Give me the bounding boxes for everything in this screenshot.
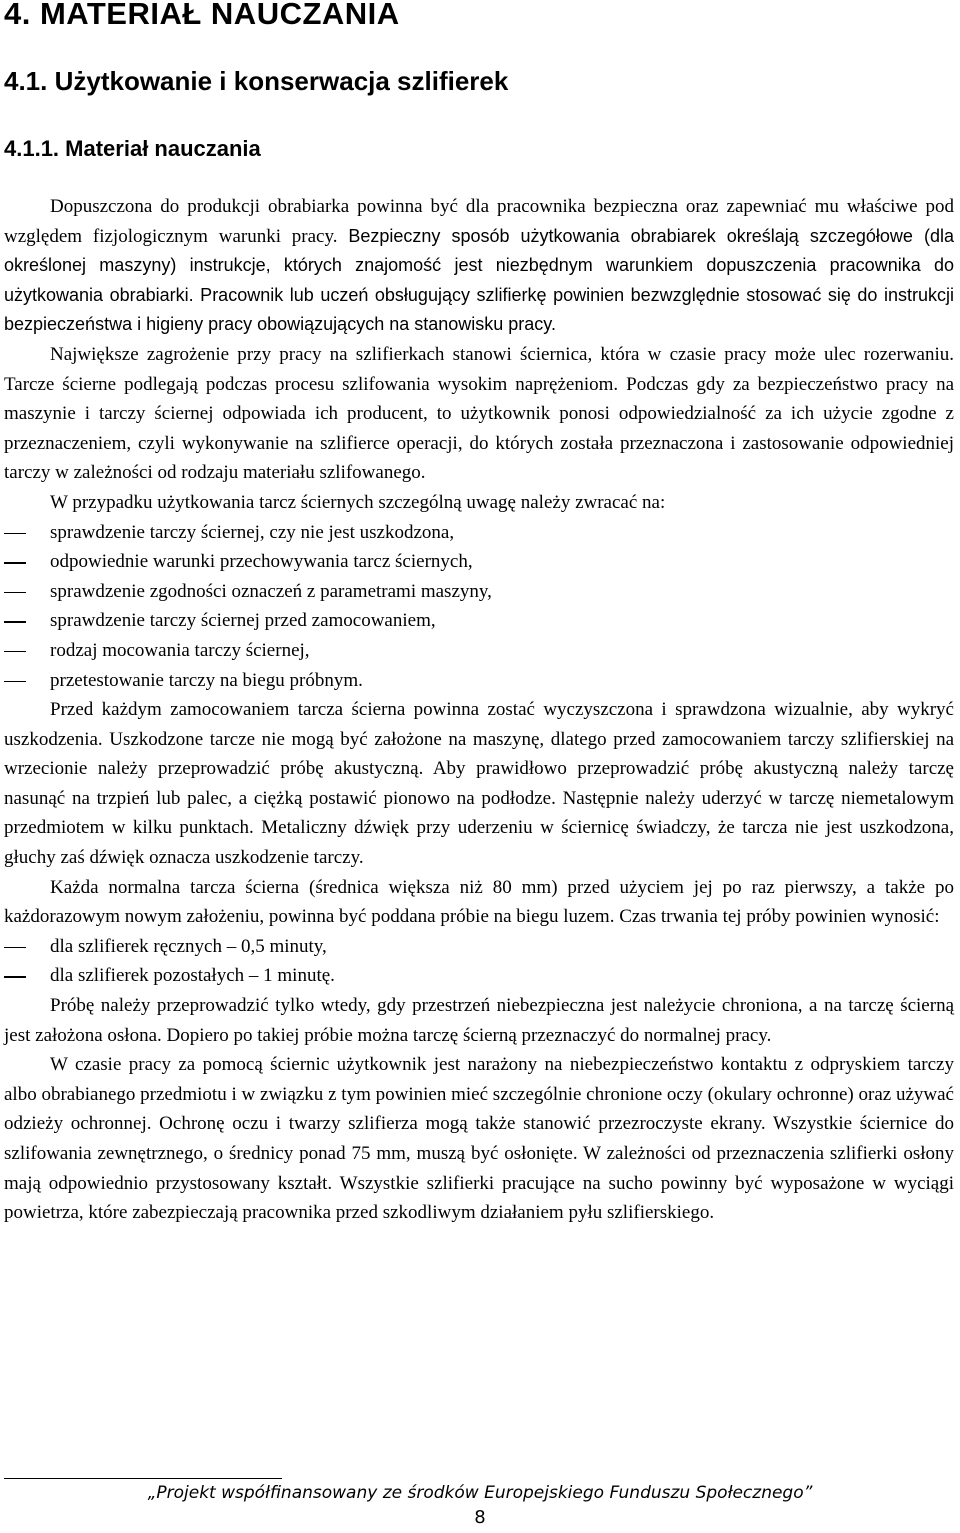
paragraph-protection: W czasie pracy za pomocą ściernic użytkownik jest narażony na niebezpieczeństwo kontaktu z odpryskiem tarczy albo obrabianego przedmiotu i w związku z tym powinien mieć szczególnie chronione oczy (okulary ochronne) oraz używać odzieży ochronnej. Ochronę oczu i twarzy szlifierza mogą także stanowić przezroczyste ekrany. Wszystkie ściernice do szlifowania zewnętrznego, o średnicy ponad 75 mm, muszą być osłonięte. W zależności od przeznaczenia szlifierki osłony mają odpowiednio przystosowany kształt. Wszystkie szlifierki pracujące na sucho powinny być wyposażone w wyciągi powietrza, które zabezpieczają pracownika przed szkodliwym działaniem pyłu szlifierskiego.	[4, 1054, 954, 1224]
list-item	[4, 961, 954, 991]
footer-funding-note: „Projekt współfinansowany ze środków Europejskiego Funduszu Społecznego”	[147, 1483, 813, 1503]
dash-bullet-icon	[4, 947, 26, 948]
dash-bullet-icon	[4, 651, 26, 652]
duration-list	[4, 932, 954, 991]
list-item-text: dla szlifierek ręcznych – 0,5 minuty,	[50, 935, 327, 957]
dash-bullet-icon	[4, 681, 26, 682]
list-item	[4, 606, 954, 636]
document-body	[4, 192, 954, 1228]
dash-bullet-icon	[4, 976, 26, 977]
list-item	[4, 666, 954, 696]
paragraph-acoustic-test: Przed każdym zamocowaniem tarcza ścierna powinna zostać wyczyszczona i sprawdzona wizualnie, aby wykryć uszkodzenia. Uszkodzone tarcze nie mogą być założone na maszynę, dlatego przed zamocowaniem tarczy szlifierskiej na wrzecionie należy przeprowadzić próbę akustyczną. Aby prawidłowo przeprowadzić próbę akustyczną należy tarczę nasunąć na trzpień lub palec, a ciężką postawić pionowo na podłodze. Następnie należy uderzyć w tarczę niemetalowym przedmiotem w kilku punktach. Metaliczny dźwięk przy uderzeniu w ściernicę świadczy, że tarcza nie jest uszkodzona, głuchy zaś dźwięk oznacza uszkodzenie tarczy.	[4, 699, 954, 869]
list-item-text: przetestowanie tarczy na biegu próbnym.	[50, 669, 363, 691]
list-item	[4, 636, 954, 666]
paragraph-attention: W przypadku użytkowania tarcz ściernych szczególną uwagę należy zwracać na:	[50, 491, 666, 513]
checklist	[4, 518, 954, 696]
dash-bullet-icon	[4, 621, 26, 622]
list-item-text: sprawdzenie zgodności oznaczeń z parametrami maszyny,	[50, 580, 492, 602]
list-item-text: odpowiednie warunki przechowywania tarcz ściernych,	[50, 551, 473, 573]
paragraph-intro-sans: Bezpieczny sposób użytkowania obrabiarek określają szczegółowe (dla określonej maszyny) instrukcje, których znajomość jest niezbędnym warunkiem dopuszczenia pracownika do użytkowania obrabiarki. Pracownik lub uczeń obsługujący szlifierkę powinien bezwzględnie stosować się do instrukcji bezpieczeństwa i higieny pracy obowiązujących na stanowisku pracy.	[4, 225, 954, 335]
paragraph-intro-serif: Dopuszczona do produkcji obrabiarka powinna być dla pracownika bezpieczna oraz zapewniać mu właściwe pod względem fizjologicznym warunki pracy.	[4, 196, 954, 247]
dash-bullet-icon	[4, 592, 26, 593]
dash-bullet-icon	[4, 562, 26, 563]
dash-bullet-icon	[4, 533, 26, 534]
page-number: 8	[474, 1507, 486, 1528]
paragraph-intro	[4, 192, 954, 340]
footer-divider	[4, 1478, 282, 1479]
paragraph-idle-test: Każda normalna tarcza ścierna (średnica większa niż 80 mm) przed użyciem jej po raz pierwszy, a także po każdorazowym nowym założeniu, powinna być poddana próbie na biegu luzem. Czas trwania tej próby powinien wynosić:	[4, 876, 954, 928]
list-item	[4, 932, 954, 962]
list-item	[4, 577, 954, 607]
paragraph-hazard: Największe zagrożenie przy pracy na szlifierkach stanowi ściernica, która w czasie pracy może ulec rozerwaniu. Tarcze ścierne podlegają podczas procesu szlifowania wysokim naprężeniom. Podczas gdy za bezpieczeństwo pracy na maszynie i tarczy ściernej odpowiada ich producent, to użytkownik ponosi odpowiedzialność za ich użycie zgodne z przeznaczeniem, czyli wykonywanie na szlifierce operacji, do których została przeznaczona i zastosowanie odpowiedniej tarczy w zależności od rodzaju materiału szlifowanego.	[4, 343, 954, 484]
paragraph-test-conditions: Próbę należy przeprowadzić tylko wtedy, gdy przestrzeń niebezpieczna jest należycie chroniona, a na tarczę ścierną jest założona osłona. Dopiero po takiej próbie można tarczę ścierną przeznaczyć do normalnej pracy.	[4, 995, 954, 1046]
list-item	[4, 518, 954, 548]
list-item-text: dla szlifierek pozostałych – 1 minutę.	[50, 965, 335, 987]
section-heading: 4.1. Użytkowanie i konserwacja szlifierek	[4, 66, 509, 96]
chapter-heading: 4. MATERIAŁ NAUCZANIA	[4, 0, 400, 31]
list-item-text: sprawdzenie tarczy ściernej przed zamocowaniem,	[50, 610, 436, 632]
list-item	[4, 547, 954, 577]
subsection-heading: 4.1.1. Materiał nauczania	[4, 136, 261, 161]
list-item-text: rodzaj mocowania tarczy ściernej,	[50, 639, 310, 661]
list-item-text: sprawdzenie tarczy ściernej, czy nie jest uszkodzona,	[50, 521, 455, 543]
